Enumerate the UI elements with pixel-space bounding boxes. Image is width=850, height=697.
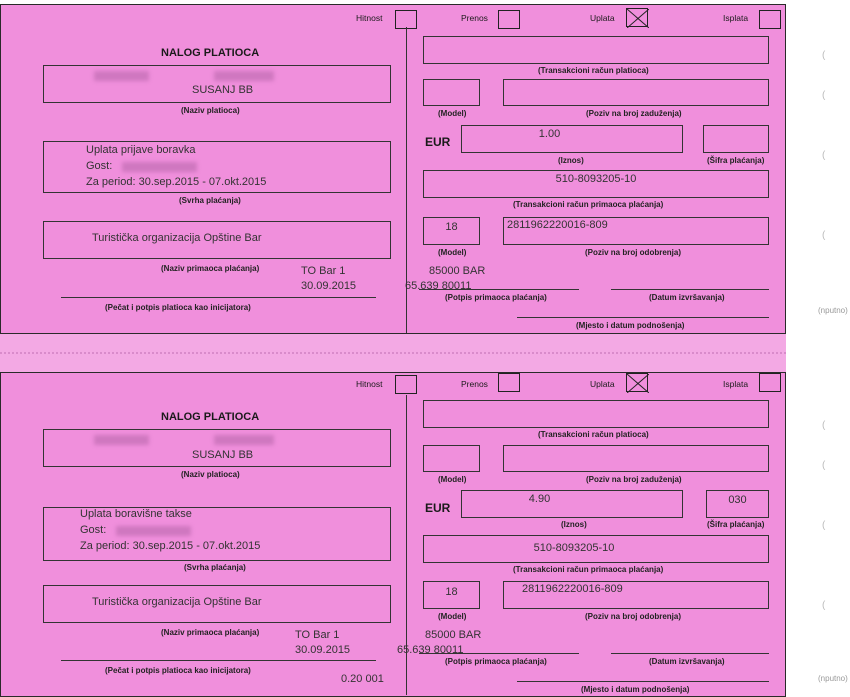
transakcioni-platioca-label: (Transakcioni račun platioca) [538,66,649,75]
svrha-placanja-label: (Svrha plaćanja) [184,563,246,572]
redacted-payer-surname [214,435,274,445]
iznos-label: (Iznos) [561,520,587,529]
purpose-line-1: Uplata boravišne takse [80,508,192,520]
stamp-line-3: 85000 BAR [429,265,486,277]
recipient-account: 510-8093205-10 [533,542,615,554]
isplata-label: Isplata [723,13,749,23]
model-credit-value: 18 [445,586,458,598]
naziv-primaoca-label: (Naziv primaoca plaćanja) [161,264,260,273]
recipient-name-box[interactable] [43,221,391,259]
poziv-zaduzenja-label: (Poziv na broj zaduženja) [586,109,682,118]
naziv-primaoca-label: (Naziv primaoca plaćanja) [161,628,260,637]
sifra-placanja-label: (Šifra plaćanja) [707,156,765,165]
purpose-line-3: Za period: 30.sep.2015 - 07.okt.2015 [80,540,261,552]
uplata-label: Uplata [590,13,615,23]
payment-code-field[interactable] [706,490,769,518]
currency-label: EUR [425,135,451,149]
recipient-signature-line [419,653,579,654]
model-debit-field[interactable] [423,79,480,106]
stamp-line-2: 30.09.2015 [295,644,351,656]
extra-note: 0.20 001 [341,673,384,685]
stamp-line-4: 65.639 80011 [397,644,464,656]
redacted-payer-name [94,71,149,81]
mjesto-datum-label: (Mjesto i datum podnošenja) [581,685,690,694]
signature-line [61,660,376,661]
svrha-placanja-label: (Svrha plaćanja) [179,196,241,205]
margin-note-bottom: (nputno) [818,674,848,683]
amount-field[interactable] [461,125,683,153]
uplata-checkbox-checked[interactable] [626,373,648,392]
model-debit-field[interactable] [423,445,480,472]
recipient-name-box[interactable] [43,585,391,623]
margin-mark: ( [822,150,826,161]
reference-credit-value: 2811962220016-809 [522,583,623,595]
stamp-line-2: 30.09.2015 [301,280,357,292]
margin-note-top: (nputno) [818,306,848,315]
purpose-box[interactable] [43,141,391,193]
payer-name-box[interactable] [43,65,391,103]
reference-credit-field[interactable] [503,581,769,609]
isplata-checkbox[interactable] [759,10,781,29]
place-date-line [517,317,769,318]
hitnost-label: Hitnost [356,13,383,23]
margin-mark: ( [822,90,826,101]
payment-slip-2 [0,372,786,697]
transakcioni-platioca-label: (Transakcioni račun platioca) [538,430,649,439]
form-title: NALOG PLATIOCA [161,411,260,423]
execution-date-line [611,289,769,290]
margin-mark: ( [822,420,826,431]
pecat-label: (Pečat i potpis platioca kao inicijatora) [105,303,251,312]
pecat-label: (Pečat i potpis platioca kao inicijatora) [105,666,251,675]
purpose-line-3: Za period: 30.sep.2015 - 07.okt.2015 [86,176,267,188]
model-credit-label: (Model) [438,612,467,621]
recipient-name: Turistička organizacija Opštine Bar [92,596,262,608]
margin-mark: ( [822,520,826,531]
hitnost-label: Hitnost [356,379,383,389]
recipient-account-field[interactable] [423,535,769,563]
reference-debit-field[interactable] [503,79,769,106]
hitnost-checkbox[interactable] [395,375,417,394]
potpis-primaoca-label: (Potpis primaoca plaćanja) [445,293,547,302]
payment-slip-1 [0,4,786,334]
stamp-line-4: 65.639 80011 [405,280,472,292]
model-credit-value: 18 [445,221,458,233]
stamp-line-1: TO Bar 1 [295,629,340,641]
payer-address: SUSANJ BB [192,84,254,96]
poziv-odobrenja-label: (Poziv na broj odobrenja) [585,612,682,621]
redacted-payer-name [94,435,149,445]
reference-debit-field[interactable] [503,445,769,472]
transakcioni-primaoca-label: (Transakcioni račun primaoca plaćanja) [513,565,664,574]
margin-mark: ( [822,230,826,241]
model-credit-label: (Model) [438,248,467,257]
reference-credit-value: 2811962220016-809 [507,219,608,231]
poziv-odobrenja-label: (Poziv na broj odobrenja) [585,248,682,257]
amount-field[interactable] [461,490,683,518]
payment-code-field[interactable] [703,125,769,153]
place-date-line [517,681,769,682]
purpose-line-2: Gost: [80,524,107,536]
payer-address: SUSANJ BB [192,449,254,461]
signature-line [61,297,376,298]
recipient-name: Turistička organizacija Opštine Bar [92,232,262,244]
naziv-platioca-label: (Naziv platioca) [181,106,240,115]
model-label: (Model) [438,109,467,118]
model-credit-field[interactable] [423,217,480,245]
check-x-icon [627,374,649,393]
recipient-account-field[interactable] [423,170,769,198]
transakcioni-primaoca-label: (Transakcioni račun primaoca plaćanja) [513,200,664,209]
datum-izvrsavanja-label: (Datum izvršavanja) [649,293,725,302]
payer-account-field[interactable] [423,36,769,64]
redacted-payer-surname [214,71,274,81]
prenos-label: Prenos [461,379,488,389]
uplata-label: Uplata [590,379,615,389]
isplata-checkbox[interactable] [759,373,781,392]
mjesto-datum-label: (Mjesto i datum podnošenja) [576,321,685,330]
payment-code-value: 030 [728,494,747,506]
redacted-guest-name [116,526,191,536]
recipient-account: 510-8093205-10 [555,173,637,185]
reference-credit-field[interactable] [503,217,769,245]
purpose-line-1: Uplata prijave boravka [86,144,196,156]
sifra-placanja-label: (Šifra plaćanja) [707,520,765,529]
model-credit-field[interactable] [423,581,480,609]
stamp-line-3: 85000 BAR [425,629,482,641]
redacted-guest-name [122,162,197,172]
uplata-checkbox-checked[interactable] [626,8,648,27]
payer-name-box[interactable] [43,429,391,467]
payer-account-field[interactable] [423,400,769,428]
recipient-signature-line [419,289,579,290]
naziv-platioca-label: (Naziv platioca) [181,470,240,479]
purpose-line-2: Gost: [86,160,113,172]
stamp-line-1: TO Bar 1 [301,265,346,277]
poziv-zaduzenja-label: (Poziv na broj zaduženja) [586,475,682,484]
prenos-label: Prenos [461,13,488,23]
amount-value: 1.00 [538,128,561,140]
currency-label: EUR [425,501,451,515]
margin-mark: ( [822,460,826,471]
margin-mark: ( [822,50,826,61]
iznos-label: (Iznos) [558,156,584,165]
margin-mark: ( [822,600,826,611]
execution-date-line [611,653,769,654]
prenos-checkbox[interactable] [498,373,520,392]
perforation-line [0,352,786,354]
prenos-checkbox[interactable] [498,10,520,29]
check-x-icon [627,9,649,28]
model-label: (Model) [438,475,467,484]
amount-value: 4.90 [528,493,551,505]
form-title: NALOG PLATIOCA [161,47,260,59]
purpose-box[interactable] [43,507,391,561]
potpis-primaoca-label: (Potpis primaoca plaćanja) [445,657,547,666]
datum-izvrsavanja-label: (Datum izvršavanja) [649,657,725,666]
isplata-label: Isplata [723,379,749,389]
